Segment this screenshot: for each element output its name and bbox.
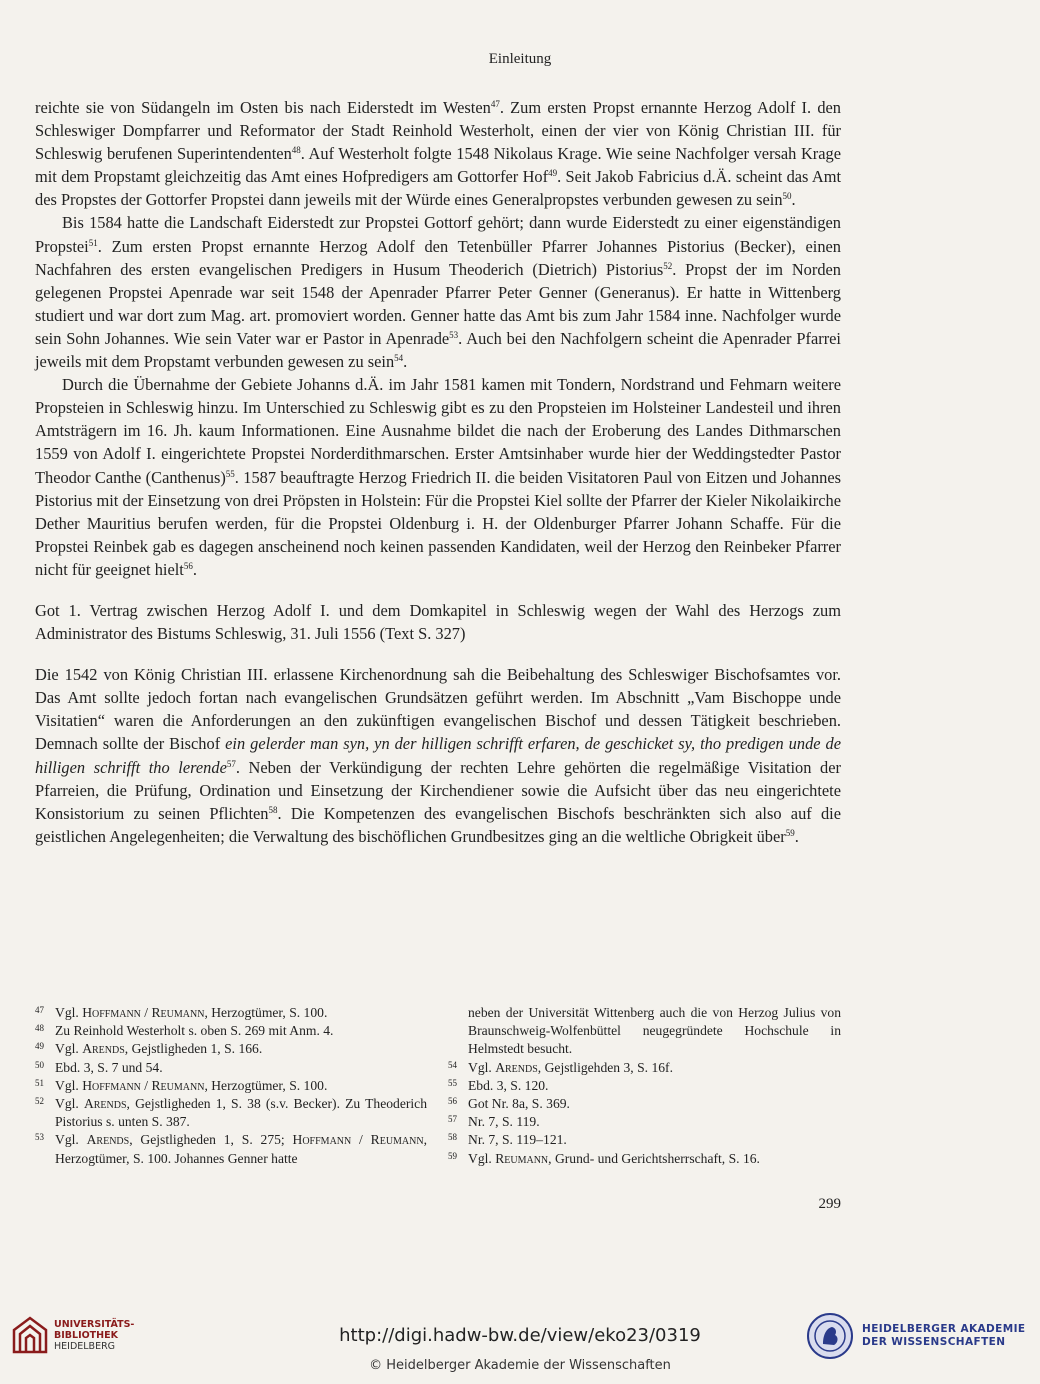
footnote-ref[interactable]: 53 xyxy=(449,329,459,340)
footnote: 54 Vgl. Arends, Gejstligehden 3, S. 16f. xyxy=(448,1059,673,1075)
academy-name-line: HEIDELBERGER AKADEMIE xyxy=(862,1323,1026,1335)
footnote: 57 Nr. 7, S. 119. xyxy=(448,1114,540,1130)
footnote: 58 Nr. 7, S. 119–121. xyxy=(448,1132,567,1148)
permalink-url[interactable]: http://digi.hadw-bw.de/view/eko23/0319 xyxy=(339,1325,701,1346)
paragraph-2: Bis 1584 hatte die Landschaft Eiderstedt zur Propstei Gottorf gehört; dann wurde Eiderstedt zu einer eigenständigen Propstei$^{51}$. Zum ersten Propst ernannte Herzog Adolf den Tetenbüller Pfarrer Johannes Pistorius (Becker), einen Nachfahren des ersten evangelischen Predigers in Husum Theoderich (Dietrich) Pistorius$^{52}$. Propst der im Norden gelegenen Propstei Apenrade war seit 1548 der Apenrader Pfarrer Peter Genner (Generanus). Er hatte in Wittenberg studiert und war dort zum Mag. art. promoviert worden. Genner hatte das Amt bis zum Jahr 1584 inne. Nachfolger wurde sein Sohn Johannes. Wie sein Vater war er Pastor in Apenrade$^{53}$. Auch bei den Nachfolgern scheint die Apenrader Pfarrei jeweils mit dem Propstamt verbunden gewesen zu sein$^{54}$. xyxy=(35,213,841,372)
footnote: 48 Zu Reinhold Westerholt s. oben S. 269 mit Anm. 4. xyxy=(35,1023,334,1039)
footnote: 56 Got Nr. 8a, S. 369. xyxy=(448,1096,570,1112)
footnote: 53 Vgl. Arends, Gejstligheden 1, S. 275; Hoffmann / Reumann, Herzogtümer, S. 100. Johannes Genner hatte xyxy=(35,1132,427,1166)
footnote-ref[interactable]: 57 xyxy=(226,758,236,769)
page-number: 299 xyxy=(818,1196,841,1212)
footnote: 59 Vgl. Reumann, Grund- und Gerichtsherrschaft, S. 16. xyxy=(448,1150,760,1166)
running-title: Einleitung xyxy=(488,51,552,67)
paragraph-5: Die 1542 von König Christian III. erlassene Kirchenordnung sah die Beibehaltung des Schleswiger Bischofsamtes vor. Das Amt sollte jedoch fortan nach evangelischen Grundsätzen geführt werden. Im Abschnitt „Vam Bischoppe unde Visitatien“ waren die Anforderungen an den zukünftigen evangelischen Bischof und dessen Tätigkeit beschrieben. Demnach sollte der Bischof ein gelerder man syn, yn der hilligen schrifft erfaren, de geschicket sy, tho predigen unde de hilligen schrifft tho lerende$^{57}$. Neben der Verkündigung der rechten Lehre gehörten die regelmäßige Visitation der Pfarreien, die Prüfung, Ordination und Einsetzung der Kirchendiener sowie die Aufsicht über das neu eingerichtete Konsistorium zu seinen Pflichten$^{58}$. Die Kompetenzen des evangelischen Bischofs beschränkten sich also auf die geistlichen Angelegenheiten; die Verwaltung des bischöflichen Grundbesitzes ging an die weltliche Obrigkeit über$^{59}$. xyxy=(35,665,841,846)
footnote-ref[interactable]: 47 xyxy=(490,99,500,109)
footnote-ref[interactable]: 56 xyxy=(183,560,193,571)
footnote: 50 Ebd. 3, S. 7 und 54. xyxy=(35,1059,163,1075)
footnote: 51 Vgl. Hoffmann / Reumann, Herzogtümer, S. 100. xyxy=(35,1077,328,1093)
section-heading: Got 1. Vertrag zwischen Herzog Adolf I. und dem Domkapitel in Schleswig wegen der Wahl des Herzogs zum Administrator des Bistums Schleswig, 31. Juli 1556 (Text S. 327) xyxy=(35,600,841,644)
footnote: 55 Ebd. 3, S. 120. xyxy=(448,1077,549,1093)
footnote-ref[interactable]: 54 xyxy=(394,353,404,364)
library-name-line: BIBLIOTHEK xyxy=(54,1329,118,1341)
footnote: 49 Vgl. Arends, Gejstligheden 1, S. 166. xyxy=(35,1041,263,1057)
footer-bar xyxy=(0,1310,1040,1384)
library-name-line: UNIVERSITÄTS- xyxy=(54,1318,135,1330)
footnote-ref[interactable]: 52 xyxy=(663,260,673,271)
footnote-ref[interactable]: 51 xyxy=(88,237,98,248)
footnote-ref[interactable]: 50 xyxy=(782,191,792,202)
footnote-ref[interactable]: 55 xyxy=(225,468,235,479)
academy-name-line: DER WISSENSCHAFTEN xyxy=(862,1336,1006,1348)
academy-seal-icon xyxy=(806,1312,854,1360)
paragraph-1: reichte sie von Südangeln im Osten bis nach Eiderstedt im Westen$^{47}$. Zum ersten Propst ernannte Herzog Adolf I. den Schleswiger Dompfarrer und Reformator der Stadt Reinhold Westerholt, einen der vier von König Christian III. für Schleswig berufenen Superintendenten$^{48}$. Auf Westerholt folgte 1548 Nikolaus Krage. Wie seine Nachfolger versah Krage mit dem Propstamt gleichzeitig das Amt eines Hofpredigers am Gottorfer Hof$^{49}$. Seit Jakob Fabricius d.Ä. scheint das Amt des Propstes der Gottorfer Propstei dann jeweils mit der Würde eines Generalpropstes verbunden gewesen zu sein$^{50}$. xyxy=(35,98,842,210)
main-text xyxy=(35,96,841,848)
footnote-ref[interactable]: 58 xyxy=(268,804,278,815)
academy-logo[interactable] xyxy=(806,1312,1025,1360)
copyright-notice: © Heidelberger Akademie der Wissenschaften xyxy=(369,1358,671,1373)
footnote-ref[interactable]: 48 xyxy=(291,145,301,156)
library-name-line: HEIDELBERG xyxy=(54,1340,116,1352)
quotation: ein gelerder man syn, yn der hilligen schrifft erfaren, de geschicket sy, tho predigen unde de hilligen schrifft tho lerende xyxy=(35,734,841,777)
footnote: 52 Vgl. Arends, Gejstligheden 1, S. 38 (s.v. Becker). Zu Theoderich Pistorius s. unten S. 387. xyxy=(35,1096,428,1130)
footnote: 47 Vgl. Hoffmann / Reumann, Herzogtümer, S. 100. xyxy=(35,1005,328,1020)
footnotes-right xyxy=(448,1004,841,1168)
paragraph-3: Durch die Übernahme der Gebiete Johanns d.Ä. im Jahr 1581 kamen mit Tondern, Nordstrand und Fehmarn weitere Propsteien in Schleswig hinzu. Im Unterschied zu Schleswig gibt es zu den Propsteien im Holsteiner Landesteil und ihren Amtsträgern im 16. Jh. kaum Informationen. Eine Ausnahme bildet die nach der Eroberung des Landes Dithmarschen 1559 von Adolf I. eingerichtete Propstei Norderdithmarschen. Erster Amtsinhaber wurde hier der Weddingstedter Pastor Theodor Canthe (Canthenus)$^{55}$. 1587 beauftragte Herzog Friedrich II. die beiden Visitatoren Paul von Eitzen und Johannes Pistorius mit der Einsetzung von drei Pröpsten in Holstein: Für die Propstei Kiel sollte der Pfarrer der Kieler Nikolaikirche Dether Mauritius berufen werden, für die Propstei Oldenburg i. H. der Oldenburger Pfarrer Johann Schaffe. Für die Propstei Reinbek gab es dagegen anscheinend noch keinen passenden Kandidaten, weil der Herzog den Reinbeker Pfarrer nicht für geeignet hielt$^{56}$. xyxy=(35,375,841,579)
footnote-continuation: neben der Universität Wittenberg auch die von Herzog Julius von Braunschweig-Wolfenbüttel neugegründete Hochschule in Helmstedt besucht. xyxy=(468,1005,841,1057)
footnotes-left xyxy=(35,1004,427,1168)
footnote-ref[interactable]: 59 xyxy=(785,827,795,838)
footnote-ref[interactable]: 49 xyxy=(548,168,558,179)
